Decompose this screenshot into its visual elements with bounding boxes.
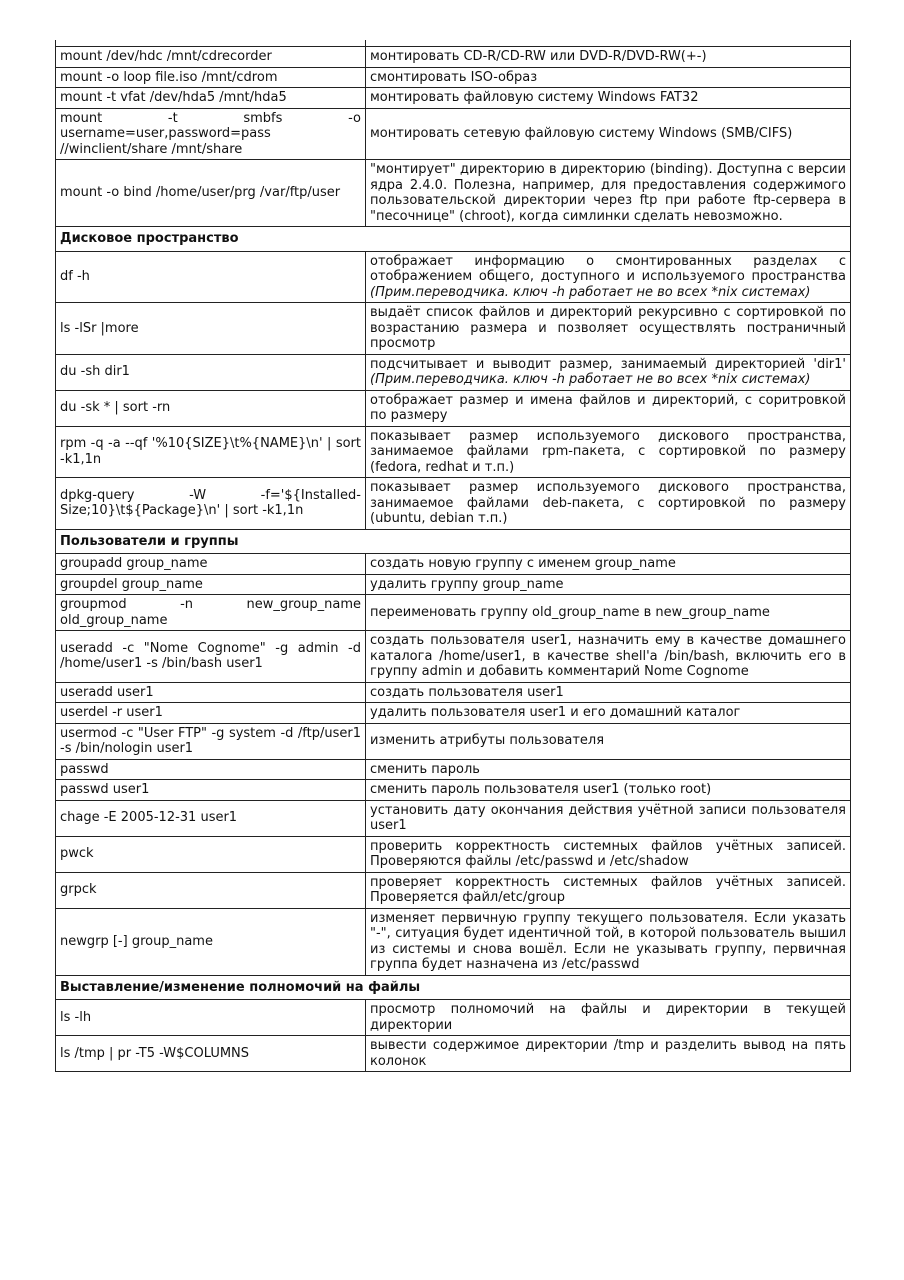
command-cell: useradd -c "Nome Cognome" -g admin -d /home/user1 -s /bin/bash user1	[56, 631, 366, 683]
table-row	[56, 108, 851, 160]
description-cell	[366, 908, 851, 975]
description-cell	[366, 759, 851, 780]
description-cell	[366, 723, 851, 759]
table-row	[56, 1036, 851, 1072]
command-cell: dpkg-query -W -f='${Installed-Size;10}\t${Package}\n' | sort -k1,1n	[56, 478, 366, 530]
description-text: подсчитывает и выводит размер, занимаемый директорией 'dir1'	[370, 356, 846, 372]
table-row	[56, 908, 851, 975]
table-row	[56, 759, 851, 780]
command-cell: useradd user1	[56, 682, 366, 703]
table-row	[56, 703, 851, 724]
table-row	[56, 251, 851, 303]
command-table	[55, 40, 851, 1072]
table-row	[56, 595, 851, 631]
table-row	[56, 836, 851, 872]
command-cell: rpm -q -a --qf '%10{SIZE}\t%{NAME}\n' | sort -k1,1n	[56, 426, 366, 478]
description-text: установить дату окончания действия учётной записи пользователя user1	[370, 802, 846, 833]
description-cell	[366, 88, 851, 109]
description-text: создать пользователя user1, назначить ему в качестве домашнего каталога /home/user1, в качестве shell'a /bin/bash, включить его в группу admin и добавить комментарий Nome Cognome	[370, 633, 846, 679]
table-row	[56, 67, 851, 88]
description-cell	[366, 631, 851, 683]
description-text: просмотр полномочий на файлы и директории в текущей директории	[370, 1002, 846, 1033]
command-cell: passwd user1	[56, 780, 366, 801]
description-text: удалить группу group_name	[370, 576, 564, 592]
command-cell: ls /tmp | pr -T5 -W$COLUMNS	[56, 1036, 366, 1072]
description-text: монтировать CD-R/CD-RW или DVD-R/DVD-RW(+-)	[370, 49, 707, 64]
description-text: смонтировать ISO-образ	[370, 69, 538, 85]
description-cell	[366, 390, 851, 426]
command-cell: mount -t smbfs -o username=user,password=pass //winclient/share /mnt/share	[56, 108, 366, 160]
description-cell	[366, 47, 851, 68]
description-text: создать пользователя user1	[370, 684, 564, 700]
description-cell	[366, 682, 851, 703]
command-cell: mount -o bind /home/user/prg /var/ftp/user	[56, 160, 366, 227]
table-row	[56, 1000, 851, 1036]
description-cell	[366, 478, 851, 530]
table-row	[56, 160, 851, 227]
table-row	[56, 872, 851, 908]
table-row	[56, 780, 851, 801]
command-cell: du -sk * | sort -rn	[56, 390, 366, 426]
command-cell: pwck	[56, 836, 366, 872]
description-text: сменить пароль	[370, 761, 480, 777]
table-row	[56, 682, 851, 703]
table-row	[56, 88, 851, 109]
command-cell: grpck	[56, 872, 366, 908]
table-row	[56, 390, 851, 426]
description-text: удалить пользователя user1 и его домашний каталог	[370, 705, 741, 720]
description-cell	[366, 108, 851, 160]
description-text: монтировать сетевую файловую систему Windows (SMB/CIFS)	[370, 126, 793, 141]
description-cell	[366, 872, 851, 908]
command-cell: mount -o loop file.iso /mnt/cdrom	[56, 67, 366, 88]
description-text: выдаёт список файлов и директорий рекурсивно с сортировкой по возрастанию размера и позволяет осуществлять постраничный просмотр	[370, 305, 846, 351]
description-text: отображает информацию о смонтированных разделах с отображением общего, доступного и используемого пространства	[370, 253, 846, 284]
description-text: создать новую группу с именем group_name	[370, 556, 676, 571]
command-cell: du -sh dir1	[56, 354, 366, 390]
description-cell	[366, 67, 851, 88]
command-cell: chage -E 2005-12-31 user1	[56, 800, 366, 836]
description-cell	[366, 595, 851, 631]
table-row	[56, 574, 851, 595]
command-cell: groupadd group_name	[56, 554, 366, 575]
command-cell: df -h	[56, 251, 366, 303]
description-cell	[366, 1000, 851, 1036]
table-row	[56, 800, 851, 836]
description-cell	[366, 303, 851, 355]
description-text: сменить пароль пользователя user1 (только root)	[370, 782, 712, 797]
description-cell	[366, 574, 851, 595]
table-row	[56, 47, 851, 68]
translator-note: (Прим.переводчика. ключ -h работает не во всех *nix системах)	[370, 372, 811, 387]
table-row	[56, 303, 851, 355]
description-cell	[366, 1036, 851, 1072]
description-text: переименовать группу old_group_name в new_group_name	[370, 604, 770, 620]
description-text: вывести содержимое директории /tmp и разделить вывод на пять колонок	[370, 1038, 846, 1069]
command-cell: passwd	[56, 759, 366, 780]
description-cell	[366, 554, 851, 575]
description-text: показывает размер используемого дискового пространства, занимаемое файлами rpm-пакета, с сортировкой по размеру (fedora, redhat и т.п.)	[370, 428, 846, 475]
command-cell: ls -lSr |more	[56, 303, 366, 355]
description-cell	[366, 426, 851, 478]
command-cell: mount /dev/hdc /mnt/cdrecorder	[56, 47, 366, 68]
command-cell: mount -t vfat /dev/hda5 /mnt/hda5	[56, 88, 366, 109]
description-text: проверить корректность системных файлов учётных записей. Проверяются файлы /etc/passwd и /etc/shadow	[370, 838, 846, 869]
table-row	[56, 354, 851, 390]
description-cell	[366, 800, 851, 836]
table-row	[56, 478, 851, 530]
description-cell	[366, 251, 851, 303]
section-header	[56, 529, 851, 554]
description-cell	[366, 160, 851, 227]
command-cell: groupmod -n new_group_name old_group_name	[56, 595, 366, 631]
description-text: изменить атрибуты пользователя	[370, 733, 605, 749]
section-header	[56, 975, 851, 1000]
table-row	[56, 723, 851, 759]
description-text: проверяет корректность системных файлов учётных записей. Проверяется файл/etc/group	[370, 874, 846, 905]
description-text: отображает размер и имена файлов и директорий, с соритровкой по размеру	[370, 392, 846, 423]
translator-note: (Прим.переводчика. ключ -h работает не во всех *nix системах)	[370, 284, 811, 300]
section-title: Дисковое пространство	[56, 227, 851, 252]
description-text: "монтирует" директорию в директорию (binding). Доступна с версии ядра 2.4.0. Полезна, например, для предоставления содержимого пользовательской директории через ftp при работе ftp-сервера в "песочнице" (chroot), когда симлинки сделать невозможно.	[370, 162, 846, 224]
command-table-body	[56, 40, 851, 1072]
section-title: Выставление/изменение полномочий на файлы	[56, 975, 851, 1000]
command-cell: userdel -r user1	[56, 703, 366, 724]
description-cell	[366, 354, 851, 390]
table-row	[56, 554, 851, 575]
description-text: монтировать файловую систему Windows FAT32	[370, 90, 699, 105]
table-row	[56, 426, 851, 478]
description-text: показывает размер используемого дискового пространства, занимаемое файлами deb-пакета, с сортировкой по размеру (ubuntu, debian т.п.)	[370, 480, 846, 526]
command-cell: newgrp [-] group_name	[56, 908, 366, 975]
command-cell: ls -lh	[56, 1000, 366, 1036]
section-title: Пользователи и группы	[56, 529, 851, 554]
command-cell: groupdel group_name	[56, 574, 366, 595]
table-row	[56, 631, 851, 683]
section-header	[56, 227, 851, 252]
description-cell	[366, 780, 851, 801]
command-cell: usermod -c "User FTP" -g system -d /ftp/user1 -s /bin/nologin user1	[56, 723, 366, 759]
description-text: изменяет первичную группу текущего пользователя. Если указать "-", ситуация будет идентичной той, в которой пользователь вышил из системы и снова вошёл. Если не указывать группу, первичная группа будет назначена из /etc/passwd	[370, 910, 846, 972]
document-page	[55, 40, 850, 1072]
description-cell	[366, 836, 851, 872]
description-cell	[366, 703, 851, 724]
